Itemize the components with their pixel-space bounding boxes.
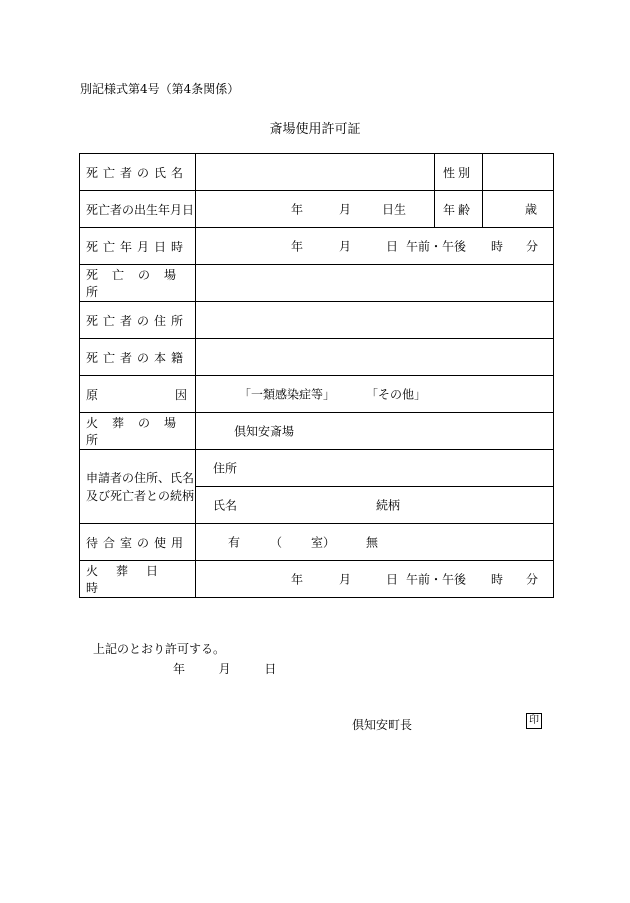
deceased-address-label: 死亡者の住所 (80, 302, 196, 339)
waiting-no-option[interactable]: 無 (366, 535, 379, 550)
issue-month-unit: 月 (218, 662, 231, 676)
permit-form-table (79, 153, 554, 598)
row-birthdate (80, 191, 554, 228)
issue-date (173, 660, 276, 677)
cremation-place-value: 倶知安斎場 (234, 424, 295, 439)
row-deceased-name (80, 154, 554, 191)
issue-year-unit: 年 (173, 662, 186, 676)
waiting-yes-option[interactable]: 有 (228, 535, 241, 550)
row-death-datetime (80, 228, 554, 265)
waiting-room-label: 待合室の使用 (80, 524, 196, 561)
death-datetime-label: 死亡年月日時 (80, 228, 196, 265)
birthdate-field[interactable] (196, 191, 435, 228)
age-unit: 歳 (525, 202, 538, 217)
form-number: 別記様式第4号（第4条関係） (80, 82, 240, 96)
row-domicile (80, 339, 554, 376)
birthdate-label: 死亡者の出生年月日 (80, 191, 196, 228)
birth-year-unit: 年 (291, 202, 304, 217)
death-hour-unit: 時 (491, 239, 504, 254)
deceased-name-label: 死亡者の氏名 (80, 154, 196, 191)
death-day-unit: 日 (386, 239, 399, 254)
cause-label: 原 因 (80, 376, 196, 413)
permission-statement: 上記のとおり許可する。 (93, 642, 226, 656)
row-cremation-place (80, 413, 554, 450)
age-field[interactable] (483, 191, 554, 228)
crem-minute-unit: 分 (526, 572, 539, 587)
birth-month-unit: 月 (339, 202, 352, 217)
death-month-unit: 月 (339, 239, 352, 254)
birth-day-unit: 日生 (382, 202, 407, 217)
waiting-open-paren: （ (270, 535, 283, 550)
death-minute-unit: 分 (526, 239, 539, 254)
applicant-label: 申請者の住所、氏名 及び死亡者との続柄 (80, 450, 196, 524)
cremation-datetime-label: 火葬日時 (80, 561, 196, 598)
applicant-address-label: 住所 (213, 461, 238, 476)
cremation-datetime-field[interactable] (196, 561, 554, 598)
applicant-name-field[interactable] (196, 487, 554, 524)
issue-day-unit: 日 (264, 662, 277, 676)
crem-day-unit: 日 (386, 572, 399, 587)
crem-year-unit: 年 (291, 572, 304, 587)
seal-box: 印 (526, 713, 542, 729)
death-year-unit: 年 (291, 239, 304, 254)
waiting-room-unit: 室） (311, 535, 336, 550)
row-death-place (80, 265, 554, 302)
row-cremation-datetime (80, 561, 554, 598)
page-title: 斎場使用許可証 (269, 122, 361, 137)
deceased-name-field[interactable] (196, 154, 435, 191)
domicile-field[interactable] (196, 339, 554, 376)
death-datetime-field[interactable] (196, 228, 554, 265)
cause-option-infectious[interactable]: 「一類感染症等」 (239, 387, 336, 402)
row-cause (80, 376, 554, 413)
cremation-place-label: 火葬の場所 (80, 413, 196, 450)
age-label: 年齢 (435, 191, 483, 228)
cause-field[interactable] (196, 376, 554, 413)
domicile-label: 死亡者の本籍 (80, 339, 196, 376)
death-place-label: 死亡の場所 (80, 265, 196, 302)
row-waiting-room (80, 524, 554, 561)
death-ampm: 午前・午後 (406, 239, 467, 254)
row-applicant-address (80, 450, 554, 487)
sex-label: 性別 (435, 154, 483, 191)
issuer-mayor: 倶知安町長 (352, 718, 413, 732)
applicant-relation-label: 続柄 (376, 498, 401, 513)
applicant-name-label: 氏名 (213, 498, 238, 513)
cremation-place-field (196, 413, 554, 450)
applicant-address-field[interactable] (196, 450, 554, 487)
death-place-field[interactable] (196, 265, 554, 302)
crem-ampm: 午前・午後 (406, 572, 467, 587)
waiting-room-field[interactable] (196, 524, 554, 561)
row-deceased-address (80, 302, 554, 339)
cause-option-other[interactable]: 「その他」 (366, 387, 427, 402)
crem-hour-unit: 時 (491, 572, 504, 587)
deceased-address-field[interactable] (196, 302, 554, 339)
sex-field[interactable] (483, 154, 554, 191)
crem-month-unit: 月 (339, 572, 352, 587)
